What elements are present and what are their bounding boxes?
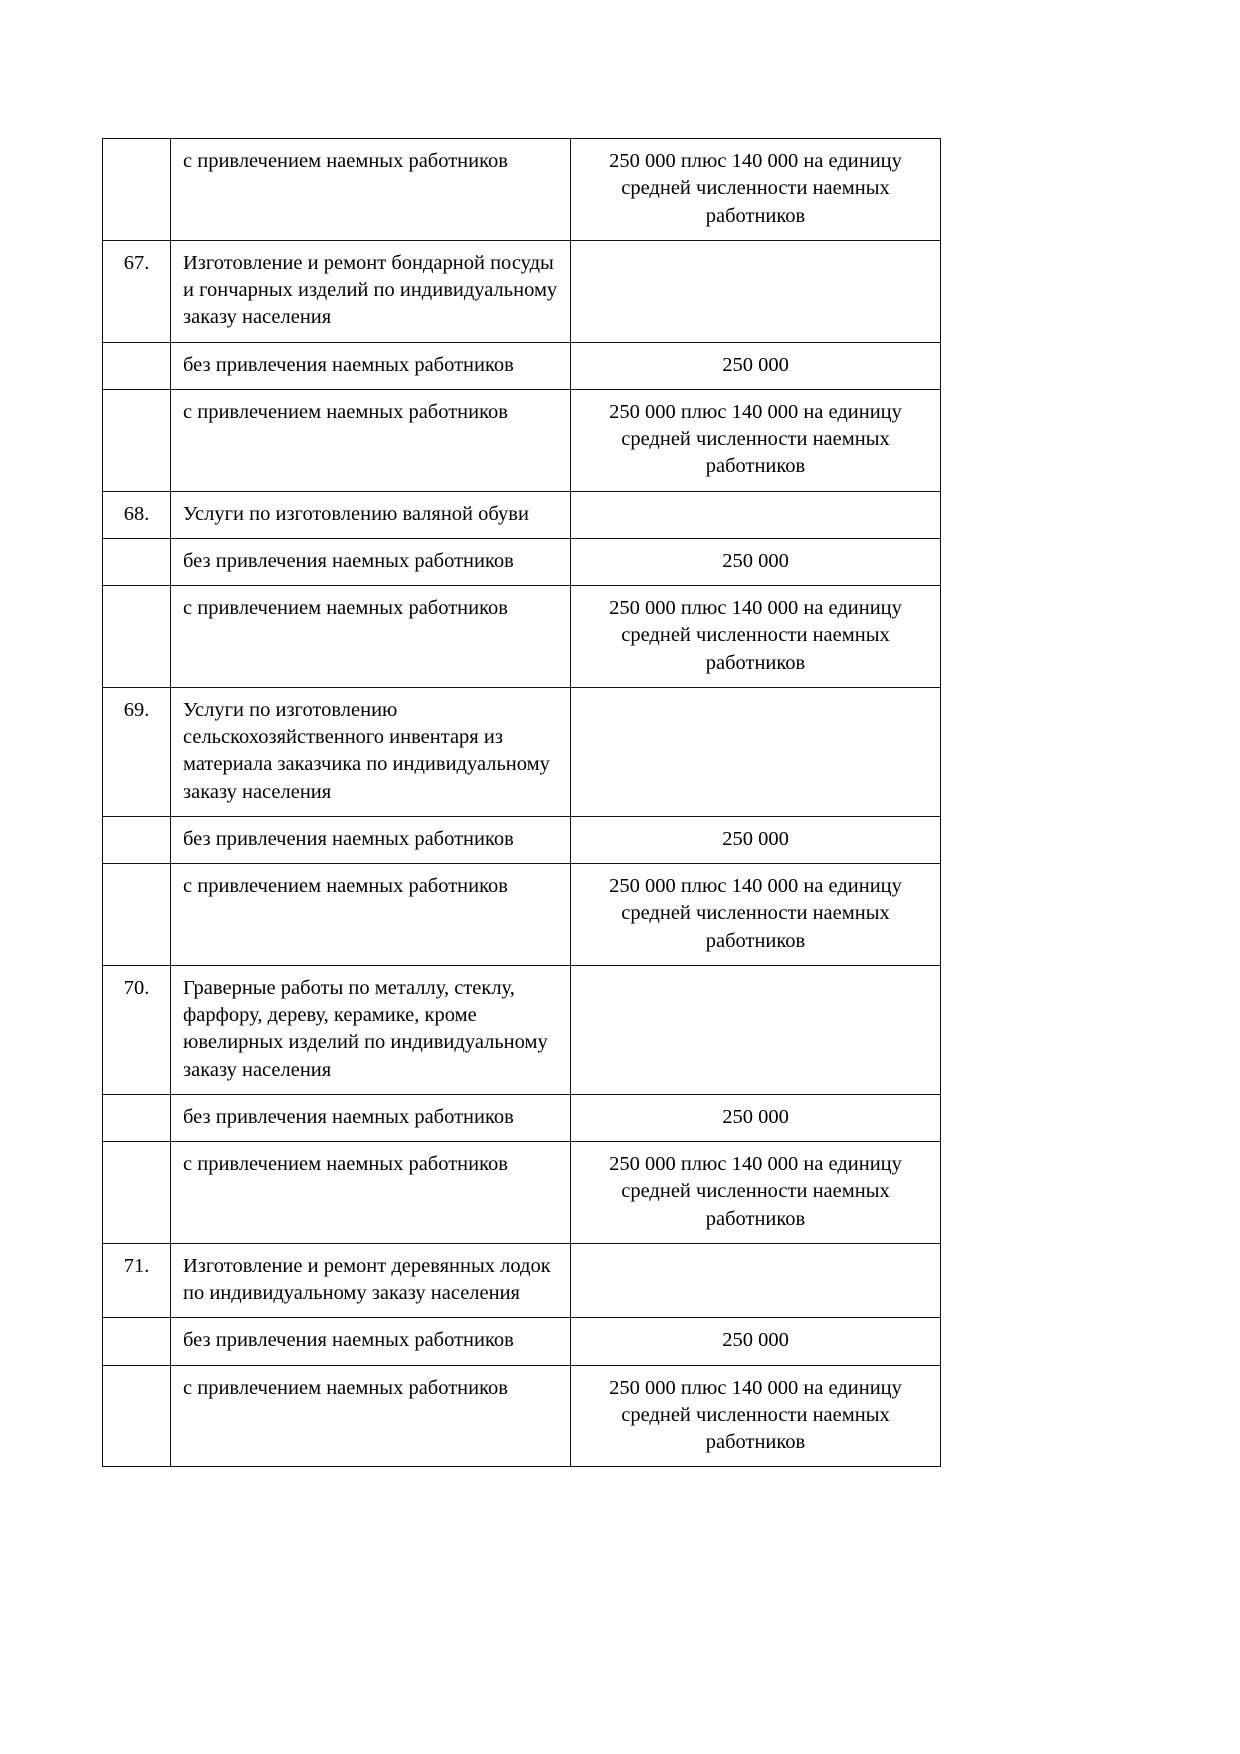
row-number xyxy=(103,817,170,863)
row-description: Изготовление и ремонт деревянных лодок по индивидуальному заказу населения xyxy=(183,1254,551,1304)
table-row xyxy=(103,491,941,538)
table-row xyxy=(103,687,941,816)
row-amount-cell xyxy=(571,586,941,688)
row-description: без привлечения наемных работников xyxy=(183,1105,514,1128)
row-description-cell xyxy=(171,1243,571,1318)
row-number xyxy=(103,1366,170,1412)
row-description-cell xyxy=(171,538,571,585)
row-number xyxy=(103,1095,170,1141)
table-row xyxy=(103,1243,941,1318)
row-description: с привлечением наемных работников xyxy=(183,1153,508,1175)
row-amount-cell xyxy=(571,687,941,816)
activities-table xyxy=(102,138,941,1467)
row-amount: 250 000 плюс 140 000 на единицу средней численности наемных работников xyxy=(609,1153,902,1230)
row-amount-cell xyxy=(571,240,941,342)
row-number xyxy=(103,390,170,436)
table-row xyxy=(103,864,941,966)
row-number xyxy=(103,586,170,632)
table-row xyxy=(103,965,941,1094)
table-row xyxy=(103,389,941,491)
table-row xyxy=(103,139,941,241)
row-number-cell xyxy=(103,139,171,241)
row-amount-cell xyxy=(571,538,941,585)
row-number-cell xyxy=(103,1243,171,1318)
row-amount: 250 000 плюс 140 000 на единицу средней численности наемных работников xyxy=(609,1376,902,1453)
row-amount: 250 000 плюс 140 000 на единицу средней численности наемных работников xyxy=(609,400,902,478)
table-row xyxy=(103,1318,941,1365)
row-description-cell xyxy=(171,389,571,491)
row-number xyxy=(103,343,170,389)
row-amount-cell xyxy=(571,1243,941,1318)
row-description-cell xyxy=(171,139,571,241)
row-amount xyxy=(571,1244,940,1290)
row-description-cell xyxy=(171,965,571,1094)
row-description-cell xyxy=(171,1094,571,1141)
table-row xyxy=(103,538,941,585)
row-amount: 250 000 плюс 140 000 на единицу средней численности наемных работников xyxy=(609,150,902,227)
row-amount: 250 000 плюс 140 000 на единицу средней численности наемных работников xyxy=(609,875,902,952)
row-amount: 250 000 xyxy=(722,1105,789,1128)
row-description-cell xyxy=(171,1318,571,1365)
row-description: с привлечением наемных работников xyxy=(183,875,508,897)
row-description-cell xyxy=(171,342,571,389)
row-description-cell xyxy=(171,586,571,688)
row-amount-cell xyxy=(571,1142,941,1244)
row-number-cell xyxy=(103,1365,171,1467)
row-amount-cell xyxy=(571,389,941,491)
row-amount: 250 000 xyxy=(722,827,789,850)
row-number-cell xyxy=(103,1094,171,1141)
row-description: с привлечением наемных работников xyxy=(183,150,508,172)
table-row xyxy=(103,1365,941,1467)
row-number-cell xyxy=(103,342,171,389)
row-amount-cell xyxy=(571,816,941,863)
row-amount-cell xyxy=(571,139,941,241)
row-description: Изготовление и ремонт бондарной посуды и гончарных изделий по индивидуальному заказу населения xyxy=(183,251,558,329)
row-amount xyxy=(571,241,940,287)
row-number-cell xyxy=(103,240,171,342)
row-description-cell xyxy=(171,491,571,538)
row-description-cell xyxy=(171,1142,571,1244)
row-number: 71. xyxy=(123,1254,150,1277)
row-description: с привлечением наемных работников xyxy=(183,597,508,619)
table-row xyxy=(103,342,941,389)
table-row xyxy=(103,816,941,863)
row-number-cell xyxy=(103,389,171,491)
row-description-cell xyxy=(171,240,571,342)
row-description: с привлечением наемных работников xyxy=(183,400,508,423)
row-amount-cell xyxy=(571,965,941,1094)
row-number-cell xyxy=(103,965,171,1094)
row-description-cell xyxy=(171,687,571,816)
row-description: Граверные работы по металлу, стеклу, фарфору, дереву, керамике, кроме ювелирных изделий по индивидуальному заказу населения xyxy=(183,976,548,1081)
row-description: Услуги по изготовлению валяной обуви xyxy=(183,502,529,525)
row-description: без привлечения наемных работников xyxy=(183,353,514,376)
row-number-cell xyxy=(103,687,171,816)
row-number xyxy=(103,539,170,585)
row-amount-cell xyxy=(571,864,941,966)
row-description: без привлечения наемных работников xyxy=(183,1329,514,1352)
table-row xyxy=(103,1094,941,1141)
table-row xyxy=(103,1142,941,1244)
row-number: 70. xyxy=(123,976,150,999)
row-description: без привлечения наемных работников xyxy=(183,827,514,850)
row-number-cell xyxy=(103,1318,171,1365)
row-description: без привлечения наемных работников xyxy=(183,549,514,572)
row-amount-cell xyxy=(571,1094,941,1141)
row-description-cell xyxy=(171,816,571,863)
table-body xyxy=(103,139,941,1467)
row-number xyxy=(103,864,170,910)
row-number xyxy=(103,1142,170,1188)
row-amount-cell xyxy=(571,491,941,538)
row-description: Услуги по изготовлению сельскохозяйственного инвентаря из материала заказчика по индивидуальному заказу населения xyxy=(183,698,550,803)
row-number-cell xyxy=(103,816,171,863)
row-number-cell xyxy=(103,538,171,585)
row-amount-cell xyxy=(571,1318,941,1365)
row-number-cell xyxy=(103,864,171,966)
row-description-cell xyxy=(171,1365,571,1467)
table-row xyxy=(103,240,941,342)
row-amount: 250 000 xyxy=(722,353,789,376)
row-amount: 250 000 xyxy=(722,1329,789,1352)
row-number-cell xyxy=(103,1142,171,1244)
row-amount: 250 000 плюс 140 000 на единицу средней численности наемных работников xyxy=(609,597,902,674)
row-amount xyxy=(571,688,940,734)
row-number xyxy=(103,1318,170,1364)
row-number xyxy=(103,139,170,185)
row-number: 68. xyxy=(123,502,150,525)
row-amount: 250 000 xyxy=(722,549,789,572)
row-amount xyxy=(571,966,940,1012)
row-amount xyxy=(571,492,940,538)
table-row xyxy=(103,586,941,688)
row-amount-cell xyxy=(571,342,941,389)
row-number-cell xyxy=(103,491,171,538)
row-description-cell xyxy=(171,864,571,966)
row-description: с привлечением наемных работников xyxy=(183,1376,508,1399)
row-amount-cell xyxy=(571,1365,941,1467)
row-number-cell xyxy=(103,586,171,688)
row-number: 69. xyxy=(123,698,150,721)
row-number: 67. xyxy=(123,251,150,274)
